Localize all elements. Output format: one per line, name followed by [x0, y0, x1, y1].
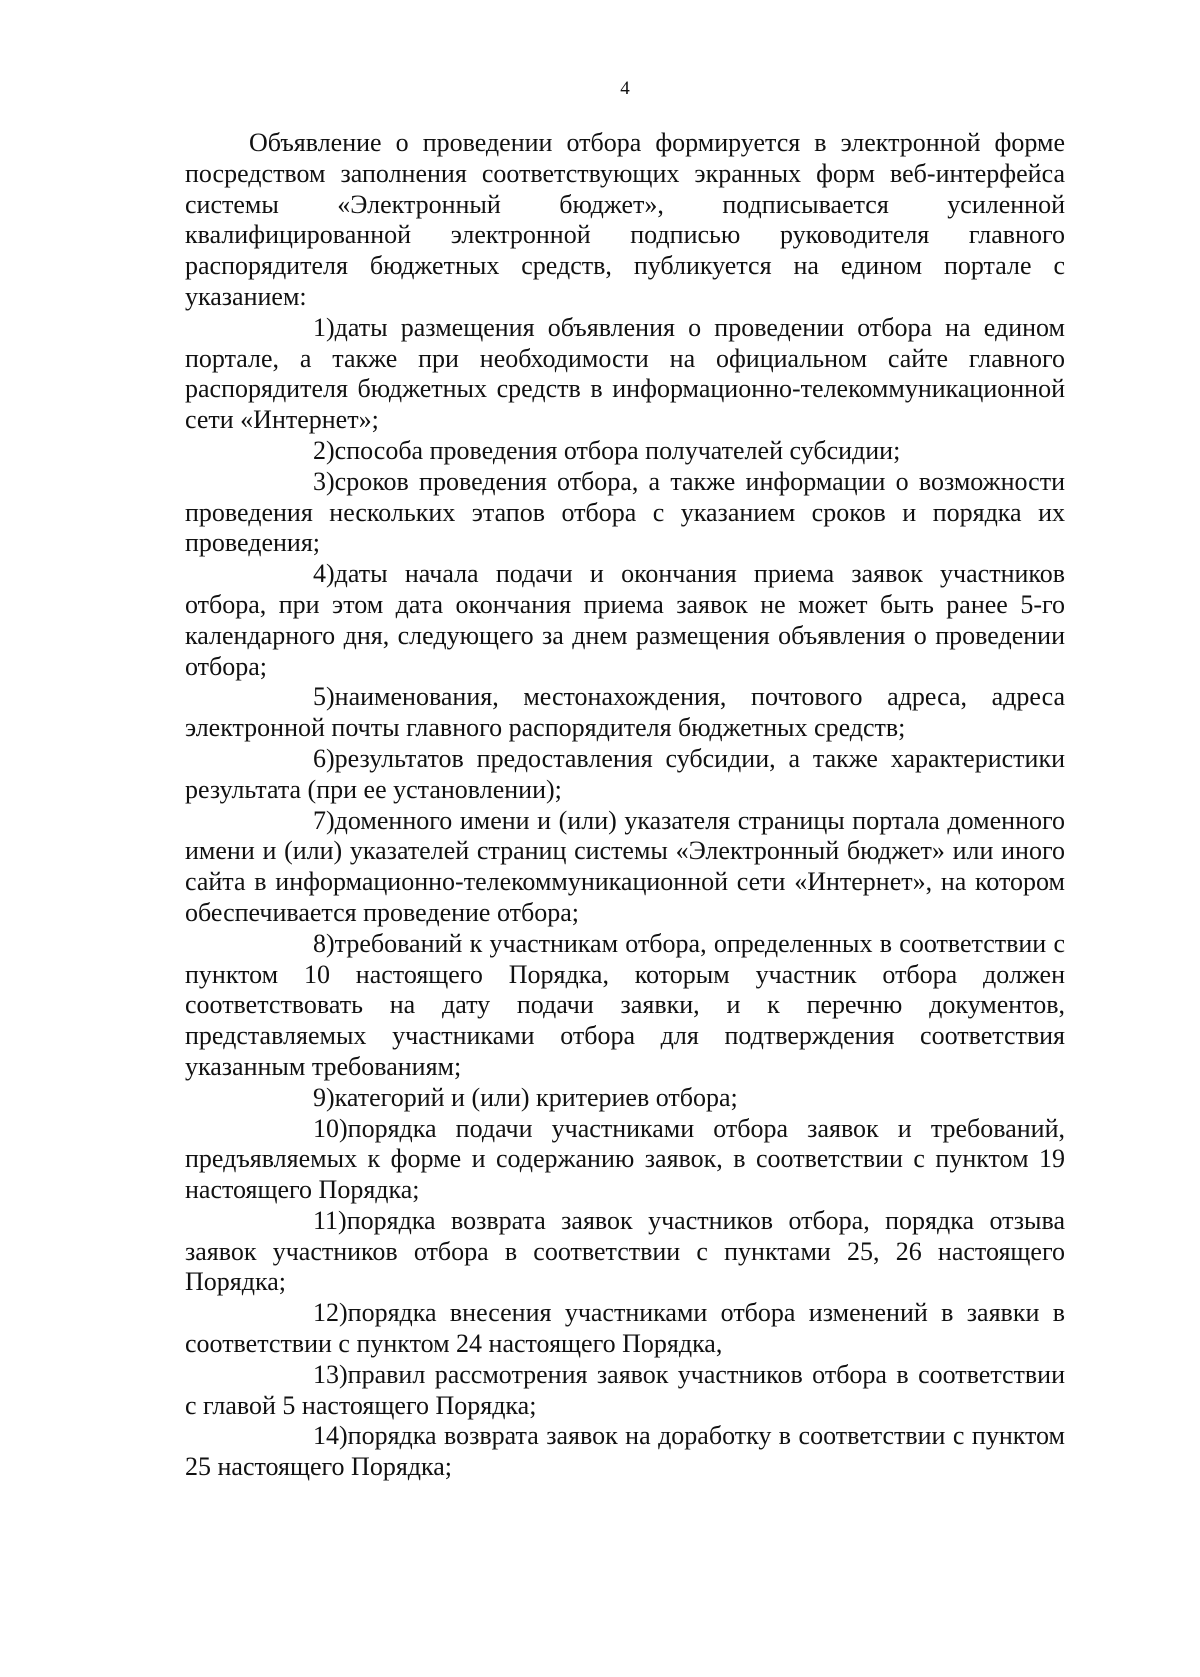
list-item-number: 7)	[313, 805, 335, 835]
list-item-number: 9)	[313, 1082, 335, 1112]
list-item-number: 11)	[313, 1205, 347, 1235]
list-item	[185, 929, 1065, 1083]
list-item	[185, 436, 1065, 467]
list-item-text: наименования, местонахождения, почтового адреса, адреса электронной почты главного распорядителя бюджетных средств;	[185, 682, 1065, 743]
list-item-text: сроков проведения отбора, а также информации о возможности проведения нескольких этапов отбора с указанием сроков и порядка их проведения;	[185, 466, 1065, 558]
list-item-text: даты размещения объявления о проведении отбора на едином портале, а также при необходимости на официальном сайте главного распорядителя бюджетных средств в информационно-телекоммуникационной сети «Интернет»;	[185, 312, 1065, 435]
list-item	[185, 1298, 1065, 1360]
list-item-number: 13)	[313, 1359, 348, 1389]
list-item-text: результатов предоставления субсидии, а также характеристики результата (при ее установлении);	[185, 743, 1065, 804]
list-item	[185, 806, 1065, 929]
list-item	[185, 1206, 1065, 1298]
list-item-number: 8)	[313, 928, 335, 958]
list-item-text: порядка возврата заявок на доработку в соответствии с пунктом 25 настоящего Порядка;	[185, 1421, 1065, 1482]
list-item-number: 3)	[313, 466, 335, 496]
list-item-number: 2)	[313, 435, 335, 465]
list-item-text: правил рассмотрения заявок участников отбора в соответствии с главой 5 настоящего Порядка;	[185, 1359, 1065, 1420]
list-item	[185, 1421, 1065, 1483]
document-body	[185, 128, 1065, 1483]
announcement-items-list	[185, 313, 1065, 1483]
list-item	[185, 682, 1065, 744]
list-item-text: порядка возврата заявок участников отбора, порядка отзыва заявок участников отбора в соответствии с пунктами 25, 26 настоящего Порядка;	[185, 1205, 1065, 1297]
list-item-text: способа проведения отбора получателей субсидии;	[334, 435, 901, 465]
list-item-text: даты начала подачи и окончания приема заявок участников отбора, при этом дата окончания приема заявок не может быть ранее 5-го календарного дня, следующего за днем размещения объявления о проведении отбора;	[185, 559, 1065, 681]
list-item	[185, 313, 1065, 436]
list-item-text: категорий и (или) критериев отбора;	[334, 1082, 738, 1112]
list-item-number: 4)	[313, 559, 335, 589]
list-item-number: 12)	[313, 1298, 348, 1328]
list-item-number: 1)	[313, 312, 335, 342]
list-item-number: 10)	[313, 1113, 348, 1143]
list-item-number: 5)	[313, 682, 335, 712]
list-item-text: порядка внесения участниками отбора изменений в заявки в соответствии с пунктом 24 настоящего Порядка,	[185, 1298, 1065, 1359]
list-item	[185, 559, 1065, 682]
list-item-text: порядка подачи участниками отбора заявок и требований, предъявляемых к форме и содержанию заявок, в соответствии с пунктом 19 настоящего Порядка;	[185, 1113, 1065, 1205]
list-item	[185, 1360, 1065, 1422]
list-item-text: требований к участникам отбора, определенных в соответствии с пунктом 10 настоящего Порядка, которым участник отбора должен соответствовать на дату подачи заявки, и к перечню документов, представляемых участниками отбора для подтверждения соответствия указанным требованиям;	[185, 928, 1065, 1081]
intro-paragraph: Объявление о проведении отбора формируется в электронной форме посредством заполнения соответствующих экранных форм веб-интерфейса системы «Электронный бюджет», подписывается усиленной квалифицированной электронной подписью руководителя главного распорядителя бюджетных средств, публикуется на едином портале с указанием:	[185, 128, 1065, 311]
list-item-number: 6)	[313, 743, 335, 773]
list-item-number: 14)	[313, 1421, 348, 1451]
list-item	[185, 1083, 1065, 1114]
list-item	[185, 1114, 1065, 1206]
list-item	[185, 744, 1065, 806]
list-item	[185, 467, 1065, 559]
page-number: 4	[620, 78, 630, 99]
list-item-text: доменного имени и (или) указателя страницы портала доменного имени и (или) указателей страниц системы «Электронный бюджет» или иного сайта в информационно-телекоммуникационной сети «Интернет», на котором обеспечивается проведение отбора;	[185, 805, 1065, 927]
